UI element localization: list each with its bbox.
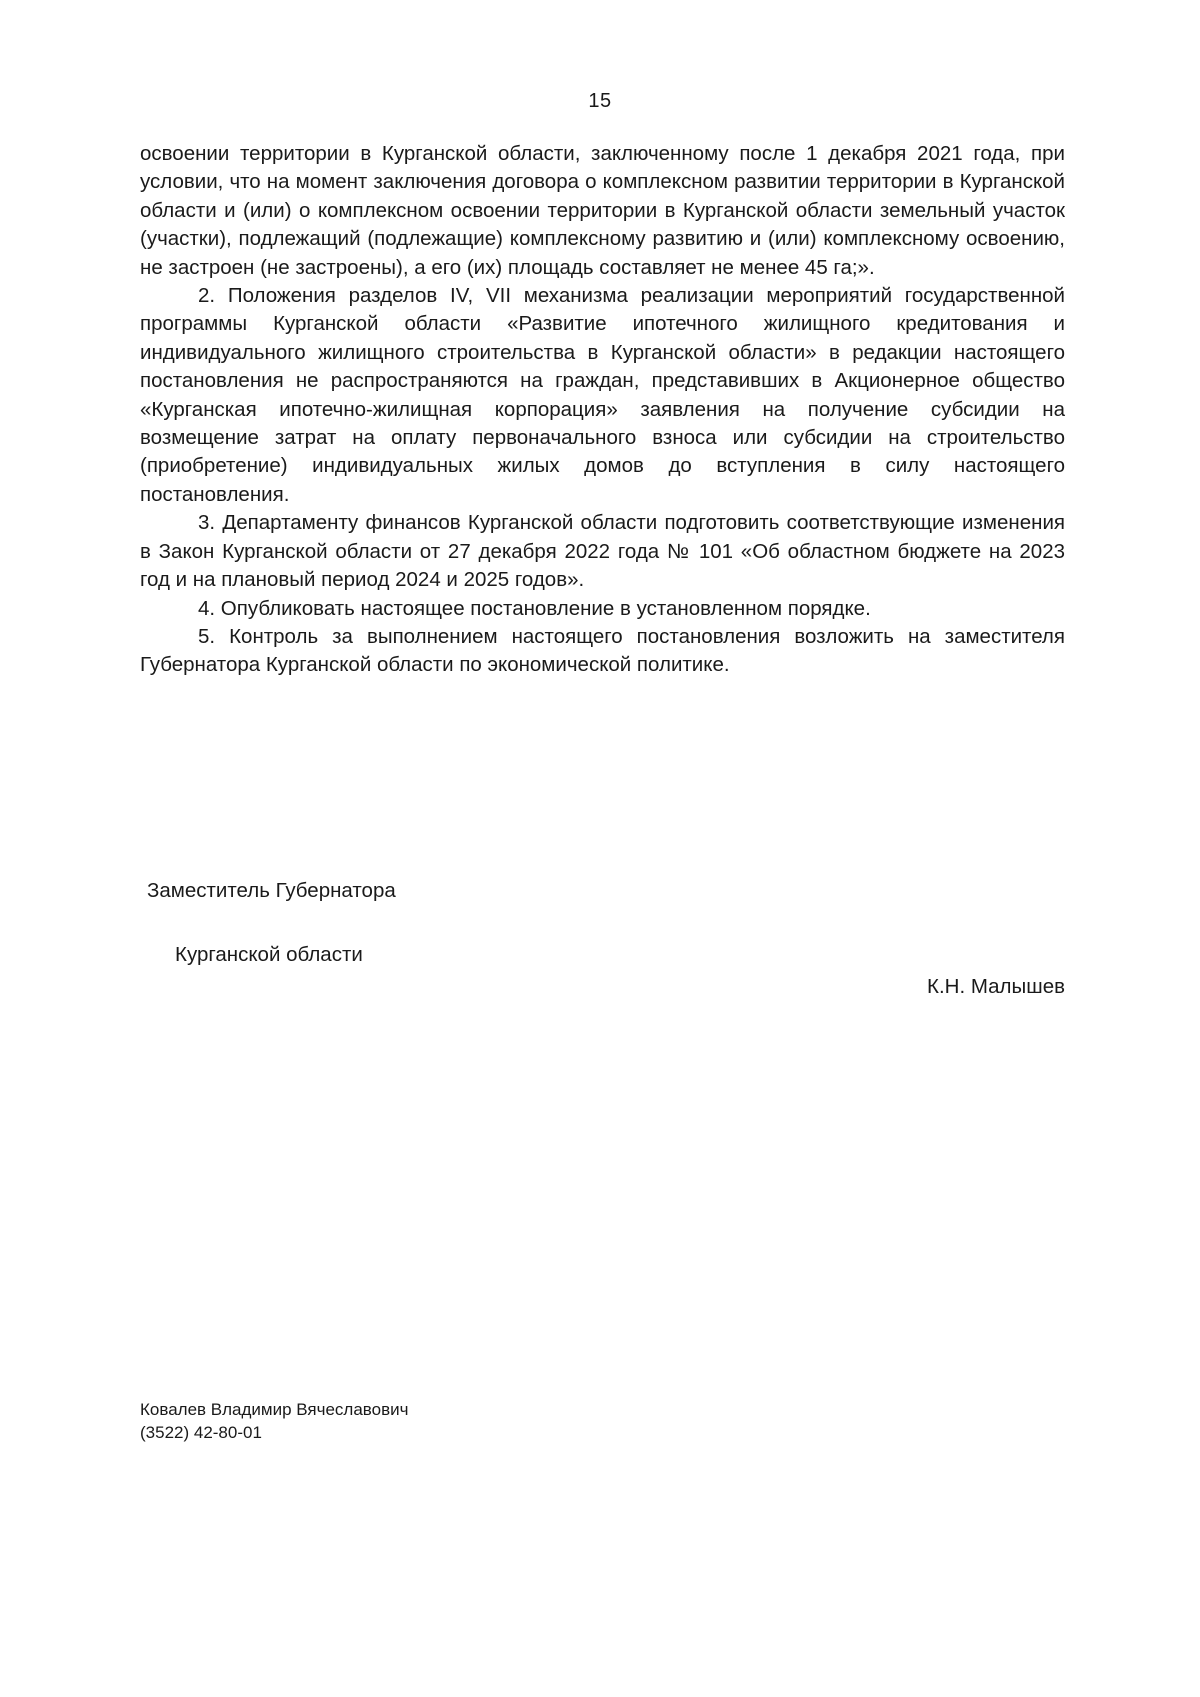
paragraph-item-3: 3. Департаменту финансов Курганской области подготовить соответствующие изменения в Закон Курганской области от 27 декабря 2022 года № 101 «Об областном бюджете на 2023 год и на плановый период 2024 и 2025 годов». (140, 511, 1065, 592)
paragraph-item-5: 5. Контроль за выполнением настоящего постановления возложить на заместителя Губернатора Курганской области по экономической политике. (140, 624, 1065, 677)
executor-contact-block (140, 1398, 409, 1444)
signature-block (147, 843, 1065, 1003)
document-body (140, 140, 1065, 680)
signatory-title (147, 843, 396, 1003)
paragraph-item-4: 4. Опубликовать настоящее постановление в установленном порядке. (198, 596, 871, 620)
executor-phone: (3522) 42-80-01 (140, 1423, 262, 1442)
signatory-title-line1: Заместитель Губернатора (147, 879, 396, 902)
signatory-name: К.Н. Малышев (927, 975, 1065, 998)
paragraph-continuation: освоении территории в Курганской области, заключенному после 1 декабря 2021 года, при условии, что на момент заключения договора о комплексном развитии территории в Курганской области и (или) о комплексном освоении территории в Курганской области земельный участок (участки), подлежащий (подлежащие) комплексному развитию и (или) комплексному освоению, не застроен (не застроены), а его (их) площадь составляет не менее 45 га;». (140, 142, 1065, 279)
executor-name: Ковалев Владимир Вячеславович (140, 1400, 409, 1419)
page-number: 15 (588, 90, 612, 112)
paragraph-item-2: 2. Положения разделов IV, VII механизма реализации мероприятий государственной программы Курганской области «Развитие ипотечного жилищного кредитования и индивидуального жилищного строительства в Курганской области» в редакции настоящего постановления не распространяются на граждан, представивших в Акционерное общество «Курганская ипотечно-жилищная корпорация» заявления на получение субсидии на возмещение затрат на оплату первоначального взноса или субсидии на строительство (приобретение) индивидуальных жилых домов до вступления в силу настоящего постановления. (140, 284, 1065, 506)
signatory-title-line2: Курганской области (175, 943, 363, 966)
